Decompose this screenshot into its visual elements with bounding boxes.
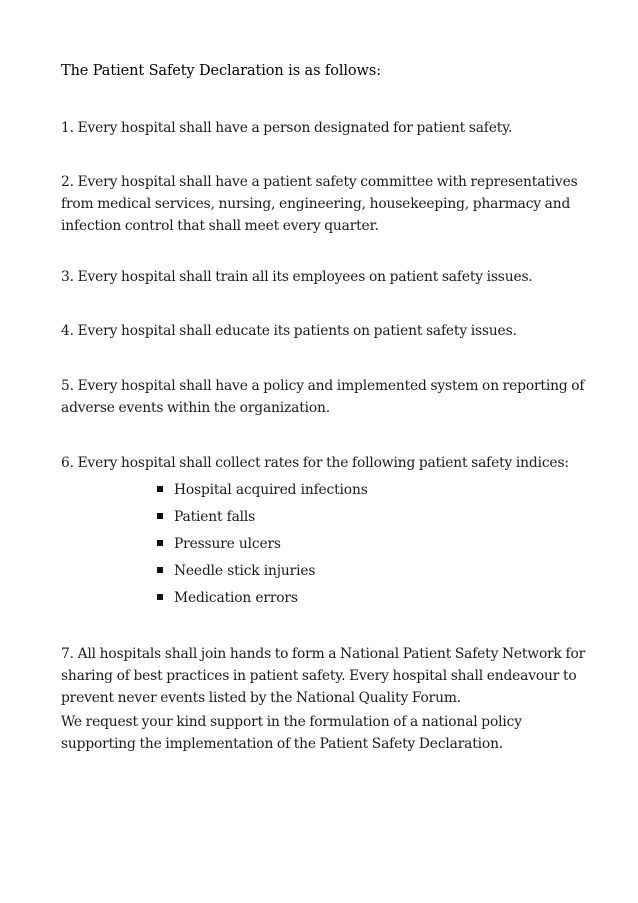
item-7-line: prevent never events listed by the National Quality Forum. bbox=[61, 690, 462, 706]
item-4-line: 4. Every hospital shall educate its patients on patient safety issues. bbox=[61, 323, 517, 339]
list-item bbox=[156, 560, 368, 587]
item-6 bbox=[61, 452, 581, 474]
item-5-line: adverse events within the organization. bbox=[61, 400, 331, 416]
item-7 bbox=[61, 643, 586, 709]
item-7-line: 7. All hospitals shall join hands to form a National Patient Safety Network for bbox=[61, 646, 586, 662]
item-3 bbox=[61, 266, 581, 288]
bullet-square-icon bbox=[157, 540, 163, 546]
list-item-label: Hospital acquired infections bbox=[174, 482, 368, 498]
item-5-line: 5. Every hospital shall have a policy and implemented system on reporting of bbox=[61, 378, 585, 394]
list-item-label: Patient falls bbox=[174, 509, 256, 525]
item-2-line: from medical services, nursing, engineering, housekeeping, pharmacy and bbox=[61, 196, 571, 212]
item-3-line: 3. Every hospital shall train all its employees on patient safety issues. bbox=[61, 269, 533, 285]
item-2-line: infection control that shall meet every quarter. bbox=[61, 218, 379, 234]
list-item-label: Medication errors bbox=[174, 590, 298, 606]
item-1-line: 1. Every hospital shall have a person designated for patient safety. bbox=[61, 120, 513, 136]
bullet-square-icon bbox=[157, 594, 163, 600]
list-item bbox=[156, 533, 368, 560]
bullet-square-icon bbox=[157, 486, 163, 492]
list-item bbox=[156, 506, 368, 533]
item-5 bbox=[61, 375, 585, 419]
declaration-heading: The Patient Safety Declaration is as follows: bbox=[61, 63, 381, 79]
closing-paragraph bbox=[61, 711, 581, 755]
item-6-line: 6. Every hospital shall collect rates for the following patient safety indices: bbox=[61, 455, 569, 471]
bullet-square-icon bbox=[157, 513, 163, 519]
bullet-square-icon bbox=[157, 567, 163, 573]
list-item-label: Needle stick injuries bbox=[174, 563, 316, 579]
item-7-line: sharing of best practices in patient safety. Every hospital shall endeavour to bbox=[61, 668, 577, 684]
list-item-label: Pressure ulcers bbox=[174, 536, 281, 552]
item-2 bbox=[61, 171, 581, 237]
list-item bbox=[156, 479, 368, 506]
item-1 bbox=[61, 117, 581, 139]
closing-line: supporting the implementation of the Patient Safety Declaration. bbox=[61, 736, 504, 752]
item-4 bbox=[61, 320, 581, 342]
item-2-line: 2. Every hospital shall have a patient safety committee with representatives bbox=[61, 174, 578, 190]
list-item bbox=[156, 587, 368, 614]
safety-indices-list bbox=[156, 479, 368, 614]
closing-line: We request your kind support in the formulation of a national policy bbox=[61, 714, 522, 730]
